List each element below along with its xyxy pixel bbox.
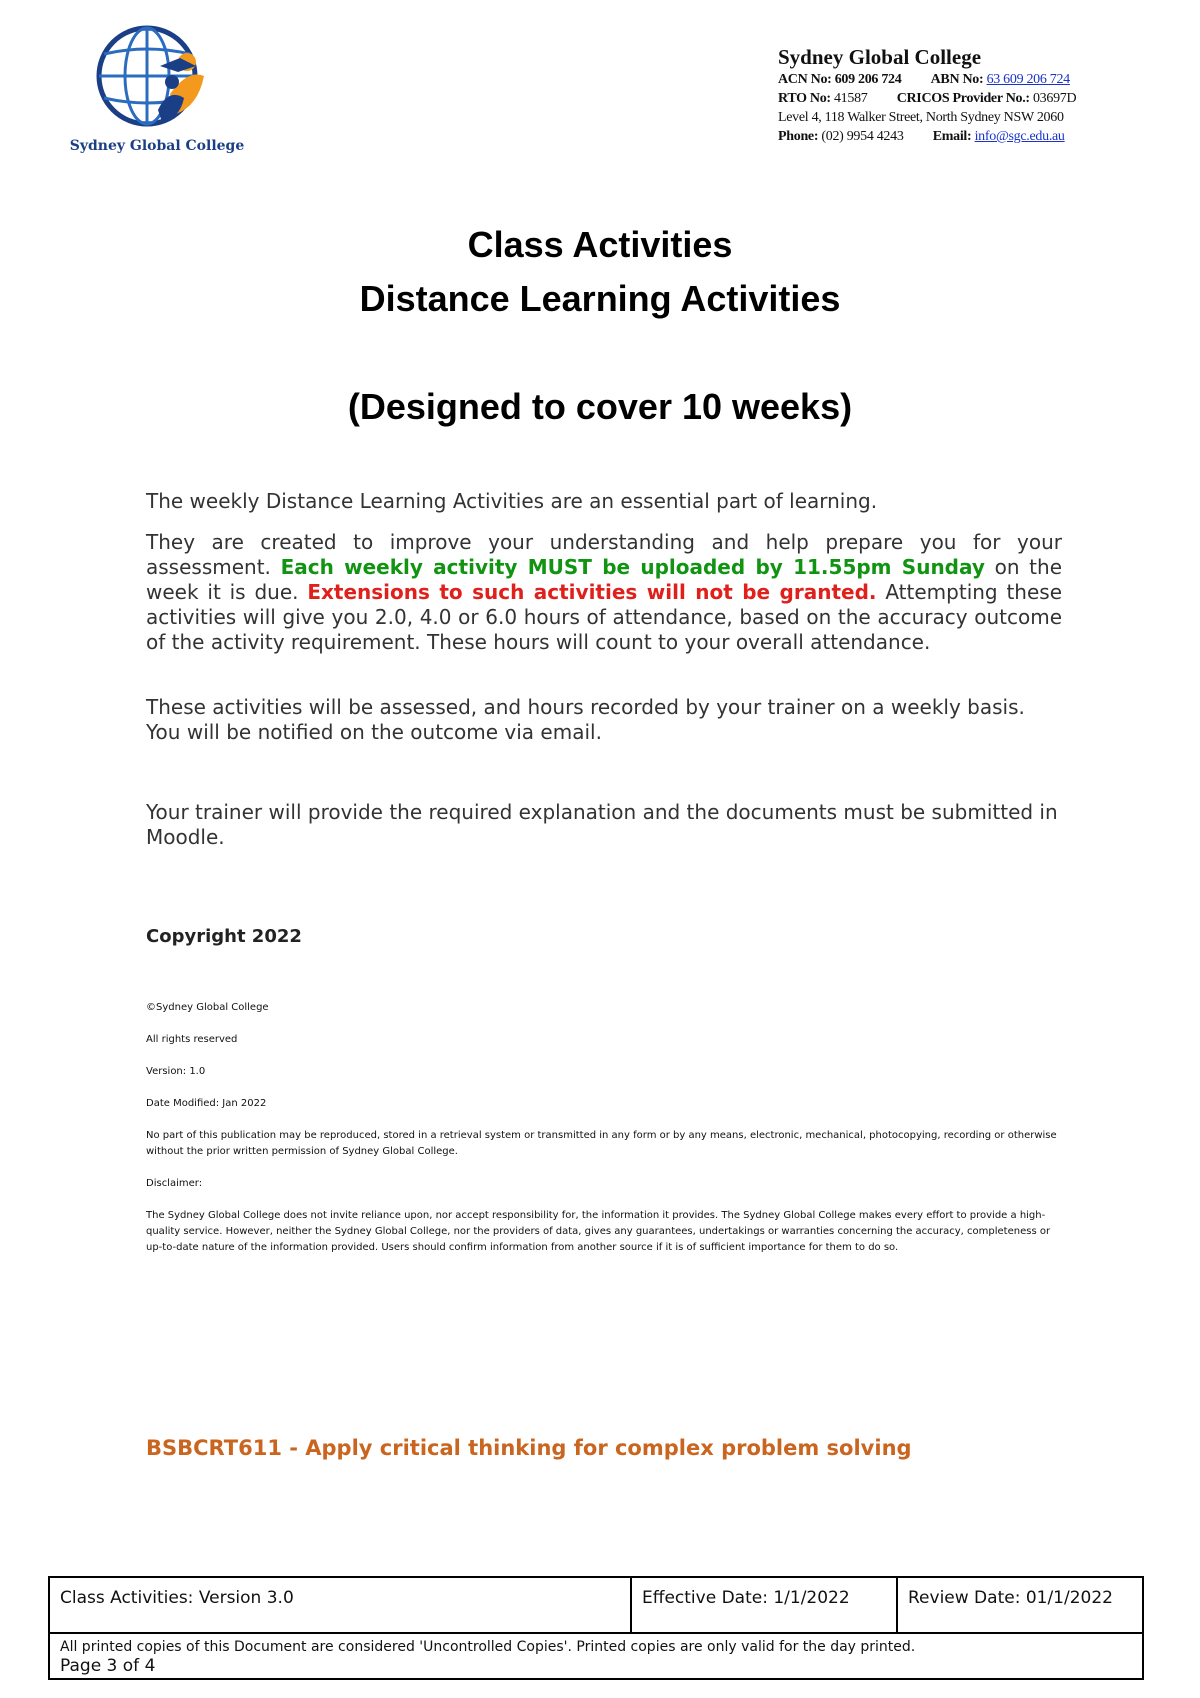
- assessment-paragraph: These activities will be assessed, and hours recorded by your trainer on a weekly basis. You will be notified on the outcome via email.: [146, 695, 1025, 744]
- version-text: Version: 1.0: [146, 1066, 206, 1077]
- title-class-activities: Class Activities: [467, 224, 733, 265]
- upload-deadline-text: Each weekly activity MUST be uploaded by 11.55pm Sunday: [280, 555, 985, 579]
- footer-version: Class Activities: Version 3.0: [50, 1578, 632, 1632]
- footer-uncontrolled-note: All printed copies of this Document are considered 'Uncontrolled Copies'. Printed copies are only valid for the day printed.: [60, 1639, 916, 1655]
- cricos-label: CRICOS Provider No.:: [896, 91, 1030, 106]
- title-distance-learning: Distance Learning Activities: [359, 278, 841, 319]
- copyright-notice: No part of this publication may be reproduced, stored in a retrieval system or transmitted in any form or by any means, electronic, mechanical, photocopying, recording or otherwise without the prior written permission of Sydney Global College.: [146, 1130, 1057, 1157]
- unit-title: BSBCRT611 - Apply critical thinking for complex problem solving: [146, 1436, 912, 1460]
- phone-label: Phone:: [778, 129, 819, 144]
- acn-abn-line: [778, 70, 1198, 89]
- phone-value: (02) 9954 4243: [821, 129, 904, 144]
- disclaimer-text: The Sydney Global College does not invite reliance upon, nor accept responsibility for, the information it provides. The Sydney Global College makes every effort to provide a high-quality service. However, neither the Sydney Global College, nor the providers of data, gives any guarantees, undertakings or warranties concerning the accuracy, completeness or up-to-date nature of the information provided. Users should confirm information from another source if it is of sufficient importance for them to do so.: [146, 1210, 1051, 1253]
- footer-notes: [60, 1638, 1130, 1676]
- organisation-name: Sydney Global College: [778, 45, 982, 69]
- contact-line: [778, 127, 1198, 146]
- logo-text: Sydney Global College: [69, 138, 245, 154]
- copyright-heading: Copyright 2022: [146, 926, 302, 947]
- requirements-text-c: Attempting these activities will give you 2.0, 4.0 or 6.0 hours of attendance, based on the accuracy outcome of the activity requirement. These hours will count to your overall attendance.: [146, 580, 1063, 654]
- email-label: Email:: [932, 129, 972, 144]
- footer-page-number: Page 3 of 4: [60, 1656, 156, 1676]
- college-logo: [62, 14, 252, 174]
- no-extensions-text: Extensions to such activities will not be granted.: [307, 580, 877, 604]
- email-link[interactable]: info@sgc.edu.au: [974, 129, 1065, 144]
- abn-link[interactable]: 63 609 206 724: [986, 72, 1070, 87]
- acn-label: ACN No:: [778, 72, 832, 87]
- rto-value: 41587: [833, 91, 868, 106]
- title-duration: (Designed to cover 10 weeks): [347, 386, 853, 427]
- abn-label: ABN No:: [930, 72, 984, 87]
- disclaimer-heading: Disclaimer:: [146, 1178, 203, 1189]
- footer-table: [48, 1576, 1144, 1680]
- date-modified: Date Modified: Jan 2022: [146, 1098, 267, 1109]
- cricos-value: 03697D: [1032, 91, 1077, 106]
- copyright-owner: ©Sydney Global College: [146, 1002, 269, 1013]
- requirements-text-a: They are created to improve your understanding and help prepare you for your assessment.: [146, 530, 1062, 579]
- address-line: Level 4, 118 Walker Street, North Sydney NSW 2060: [778, 110, 1064, 125]
- rto-cricos-line: [778, 89, 1198, 108]
- requirements-text-b: on the week it is due.: [146, 555, 1063, 604]
- submission-paragraph: Your trainer will provide the required explanation and the documents must be submitted in Moodle.: [146, 800, 1058, 849]
- rto-label: RTO No:: [778, 91, 831, 106]
- requirements-paragraph: [146, 530, 1062, 655]
- footer-row: [50, 1578, 1142, 1634]
- globe-graduate-icon: [92, 14, 212, 134]
- organisation-details: [778, 44, 1198, 146]
- footer-review-date: Review Date: 01/1/2022: [908, 1588, 1113, 1608]
- acn-value: 609 206 724: [834, 72, 902, 87]
- footer-effective-date: Effective Date: 1/1/2022: [632, 1578, 898, 1632]
- rights-reserved: All rights reserved: [146, 1034, 238, 1045]
- intro-paragraph: The weekly Distance Learning Activities are an essential part of learning.: [146, 489, 878, 513]
